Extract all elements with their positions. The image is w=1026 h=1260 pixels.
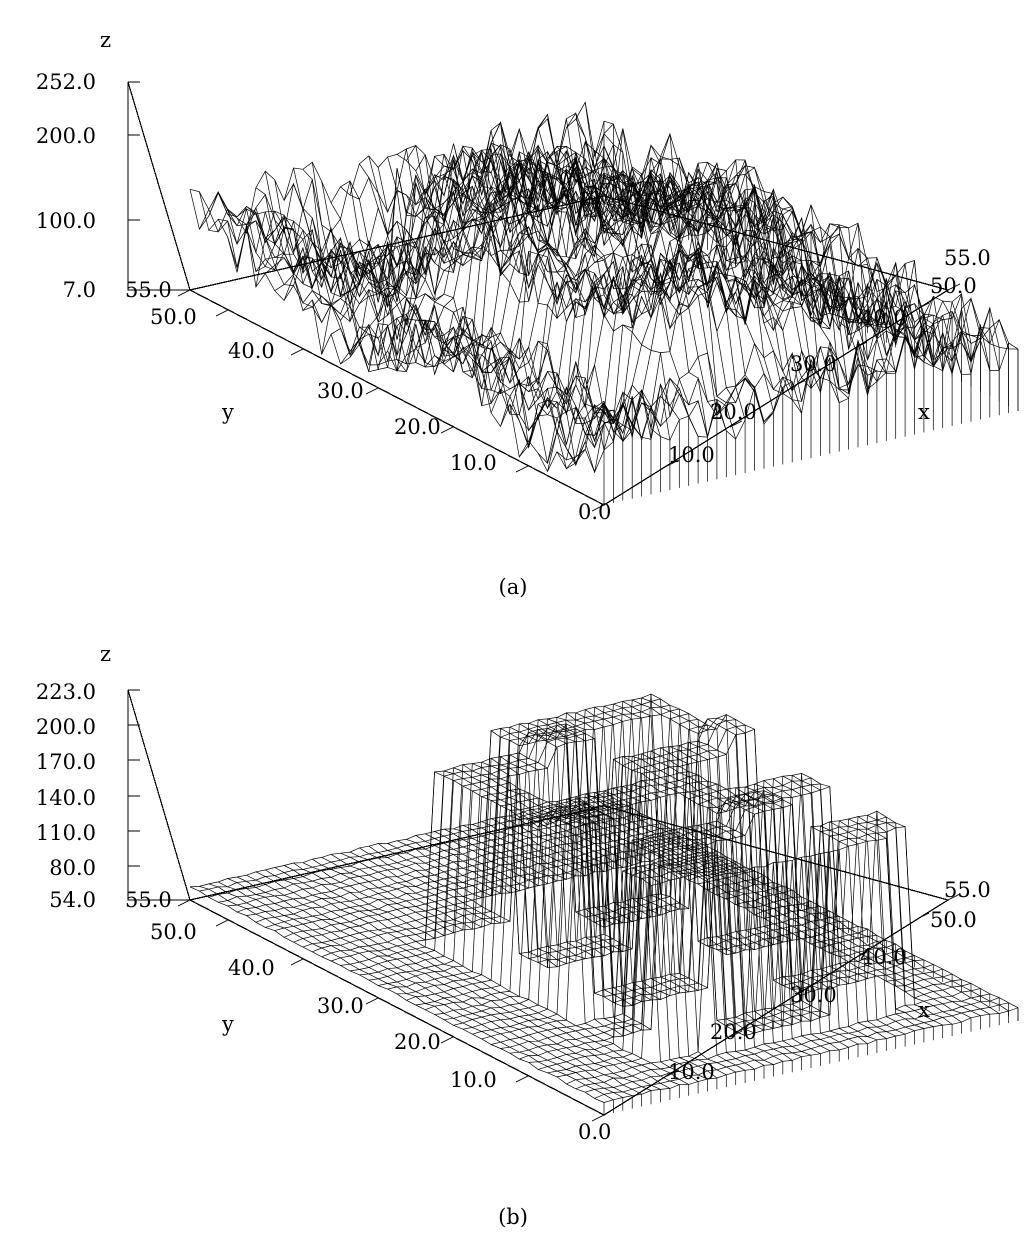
- y-axis-label-b: y: [222, 1012, 234, 1036]
- x-tick-label: 50.0: [930, 908, 977, 932]
- z-tick-label: 100.0: [35, 209, 96, 233]
- z-tick-label: 110.0: [35, 821, 96, 845]
- z-tick-label: 200.0: [35, 124, 96, 148]
- y-tick-label: 40.0: [228, 339, 275, 363]
- y-tick-label: 20.0: [394, 415, 441, 439]
- x-tick-label: 40.0: [860, 945, 907, 969]
- y-axis-label-a: y: [222, 400, 234, 424]
- z-axis-label-b: z: [100, 642, 112, 666]
- z-tick-label: 140.0: [35, 786, 96, 810]
- x-tick-label: 50.0: [930, 274, 977, 298]
- y-tick-label: 30.0: [317, 379, 364, 403]
- y-tick-label: 55.0: [125, 888, 172, 912]
- y-tick-label: 55.0: [125, 278, 172, 302]
- x-tick-label: 20.0: [710, 400, 757, 424]
- figure-caption-a: (a): [498, 575, 528, 599]
- y-tick-label: 20.0: [394, 1030, 441, 1054]
- z-tick-label: 200.0: [35, 715, 96, 739]
- z-tick-label: 170.0: [35, 750, 96, 774]
- z-tick-label: 252.0: [35, 70, 96, 94]
- y-tick-label: 40.0: [228, 956, 275, 980]
- x-axis-label-b: x: [918, 998, 930, 1022]
- z-tick-label: 80.0: [49, 856, 96, 880]
- z-tick-label: 223.0: [35, 680, 96, 704]
- figure-b: [0, 620, 1026, 1260]
- x-tick-label: 30.0: [790, 983, 837, 1007]
- y-tick-label: 50.0: [150, 305, 197, 329]
- x-tick-label: 10.0: [668, 1060, 715, 1084]
- x-tick-label: 10.0: [668, 443, 715, 467]
- y-tick-label: 10.0: [450, 451, 497, 475]
- y-tick-label: 0.0: [578, 1120, 612, 1144]
- x-tick-label: 20.0: [710, 1020, 757, 1044]
- y-tick-label: 0.0: [578, 500, 612, 524]
- figure-a: [0, 0, 1026, 620]
- x-tick-label: 30.0: [790, 352, 837, 376]
- z-tick-label: 54.0: [49, 888, 96, 912]
- z-tick-label: 7.0: [62, 278, 96, 302]
- y-tick-label: 50.0: [150, 920, 197, 944]
- x-tick-label: 40.0: [860, 306, 907, 330]
- plot-area-a: [0, 0, 1026, 560]
- x-tick-label: 55.0: [944, 878, 991, 902]
- y-tick-label: 10.0: [450, 1068, 497, 1092]
- y-tick-label: 30.0: [317, 994, 364, 1018]
- z-axis-label-a: z: [100, 28, 112, 52]
- x-axis-label-a: x: [918, 400, 930, 424]
- figure-caption-b: (b): [498, 1205, 528, 1229]
- plot-area-b: [0, 620, 1026, 1200]
- x-tick-label: 55.0: [944, 246, 991, 270]
